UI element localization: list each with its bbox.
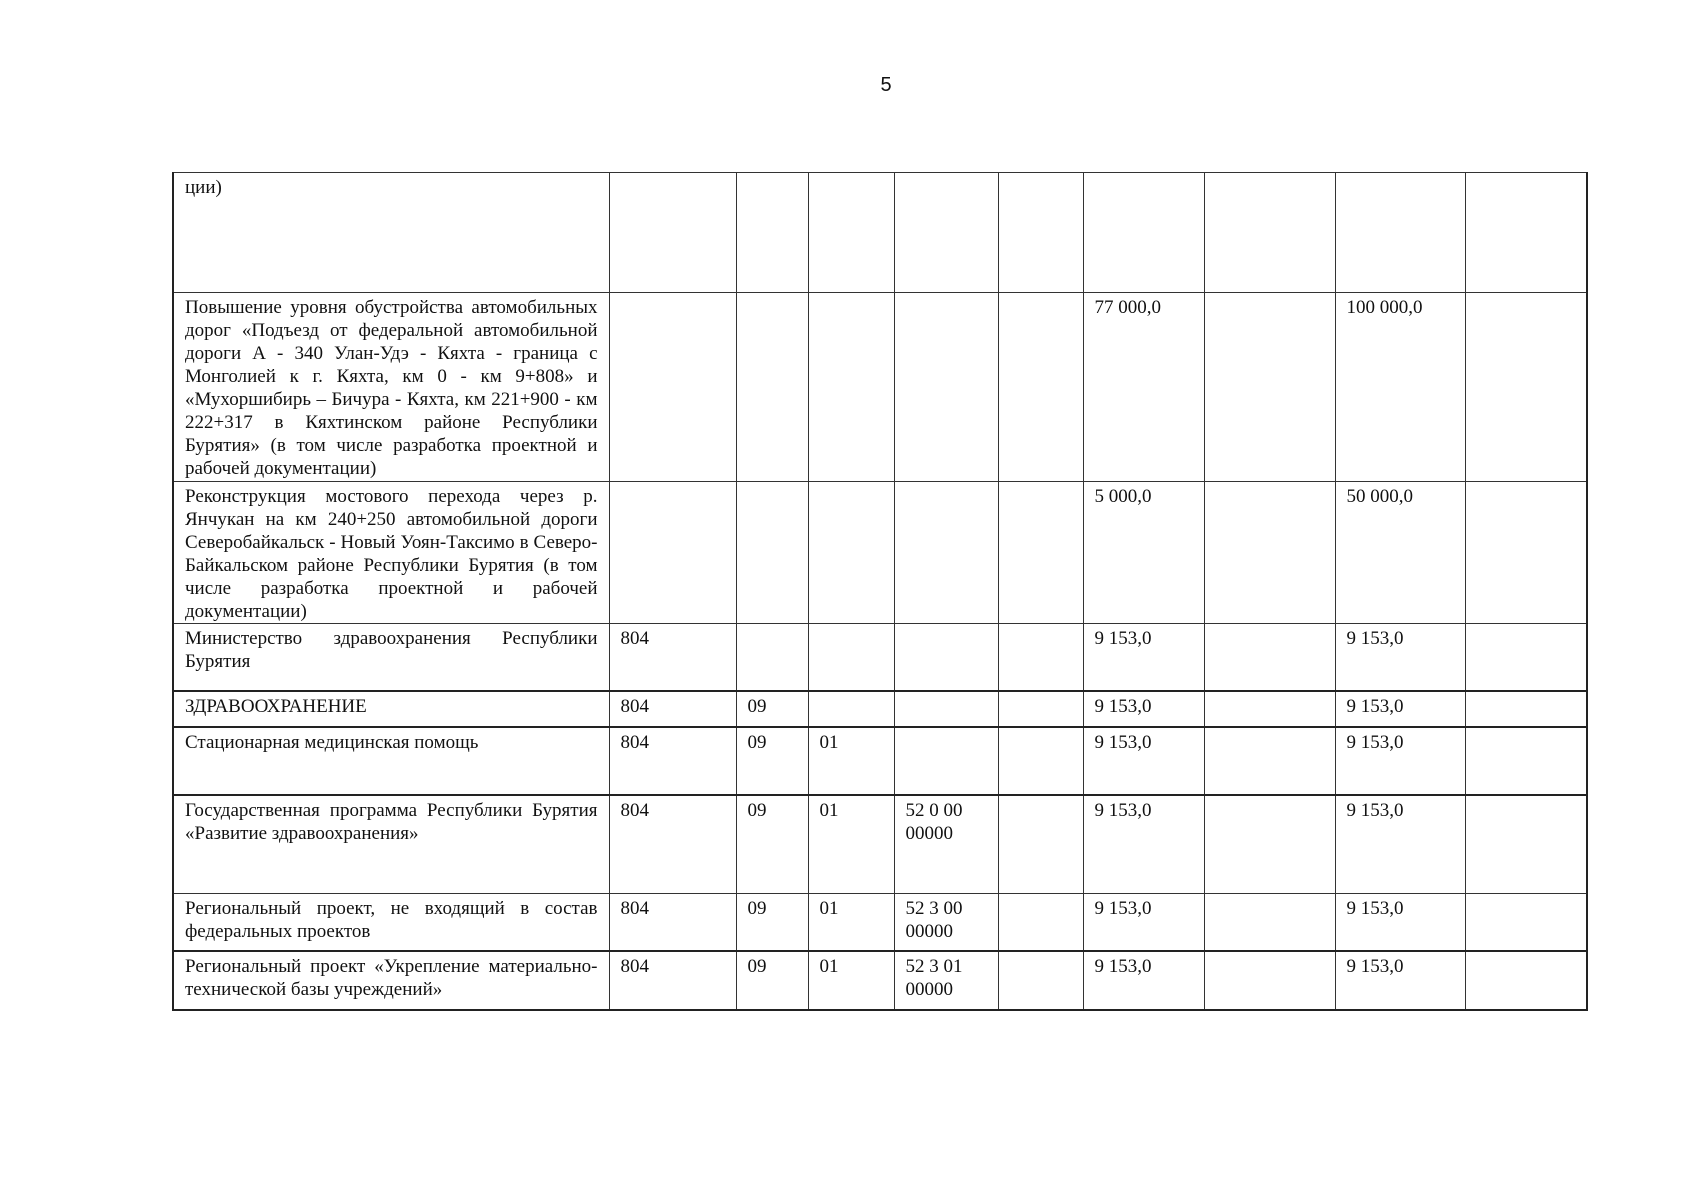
target-article-cell: 52 3 01 00000 [894,951,998,1010]
target-article-cell [894,482,998,624]
extra-cell-1 [1204,951,1335,1010]
amount-cell-1: 9 153,0 [1083,951,1204,1010]
page-number: 5 [880,74,892,96]
row-name-cell: Государственная программа Республики Бурятия «Развитие здравоохранения» [173,795,609,894]
grbs-cell [609,482,736,624]
section-cell [736,482,808,624]
row-name-cell: Реконструкция мостового перехода через р. Янчукан на км 240+250 автомобильной дороги Северобайкальск - Новый Уоян-Таксимо в Северо-Байкальском районе Республики Бурятия (в том числе разработка проектной и рабочей документации) [173,482,609,624]
amount-cell-2: 9 153,0 [1335,894,1465,951]
expense-type-cell [998,894,1083,951]
extra-cell-2 [1465,482,1587,624]
budget-table [172,172,1588,1011]
grbs-cell [609,293,736,482]
grbs-cell: 804 [609,795,736,894]
amount-cell-2: 100 000,0 [1335,293,1465,482]
extra-cell-1 [1204,482,1335,624]
grbs-cell [609,173,736,293]
amount-cell-1: 9 153,0 [1083,894,1204,951]
row-name-cell: Региональный проект, не входящий в состав федеральных проектов [173,894,609,951]
table-row [173,951,1587,1010]
extra-cell-2 [1465,173,1587,293]
extra-cell-2 [1465,293,1587,482]
row-name-cell: ции) [173,173,609,293]
expense-type-cell [998,691,1083,727]
table-row [173,624,1587,691]
extra-cell-1 [1204,894,1335,951]
section-cell [736,293,808,482]
amount-cell-1: 9 153,0 [1083,795,1204,894]
row-name-cell: ЗДРАВООХРАНЕНИЕ [173,691,609,727]
row-name-cell: Повышение уровня обустройства автомобильных дорог «Подъезд от федеральной автомобильной дороги А - 340 Улан-Удэ - Кяхта - граница с Монголией к г. Кяхта, км 0 - км 9+808» и «Мухоршибирь – Бичура - Кяхта, км 221+900 - км 222+317 в Кяхтинском районе Республики Бурятия» (в том числе разработка проектной и рабочей документации) [173,293,609,482]
expense-type-cell [998,173,1083,293]
extra-cell-1 [1204,691,1335,727]
grbs-cell: 804 [609,691,736,727]
subsection-cell: 01 [808,951,894,1010]
section-cell: 09 [736,691,808,727]
amount-cell-1: 5 000,0 [1083,482,1204,624]
amount-cell-1 [1083,173,1204,293]
grbs-cell: 804 [609,727,736,795]
table-row [173,691,1587,727]
target-article-cell [894,293,998,482]
extra-cell-2 [1465,691,1587,727]
extra-cell-1 [1204,293,1335,482]
amount-cell-2: 9 153,0 [1335,727,1465,795]
table-row [173,894,1587,951]
target-article-cell: 52 3 00 00000 [894,894,998,951]
subsection-cell [808,691,894,727]
target-article-cell [894,727,998,795]
grbs-cell: 804 [609,894,736,951]
extra-cell-2 [1465,624,1587,691]
subsection-cell: 01 [808,795,894,894]
amount-cell-2: 9 153,0 [1335,691,1465,727]
extra-cell-1 [1204,173,1335,293]
amount-cell-1: 9 153,0 [1083,624,1204,691]
amount-cell-1: 77 000,0 [1083,293,1204,482]
section-cell: 09 [736,951,808,1010]
section-cell: 09 [736,727,808,795]
table-row [173,795,1587,894]
extra-cell-1 [1204,624,1335,691]
amount-cell-2: 50 000,0 [1335,482,1465,624]
amount-cell-1: 9 153,0 [1083,691,1204,727]
target-article-cell [894,173,998,293]
row-name-cell: Министерство здравоохранения Республики Бурятия [173,624,609,691]
subsection-cell [808,482,894,624]
amount-cell-2: 9 153,0 [1335,795,1465,894]
extra-cell-2 [1465,795,1587,894]
extra-cell-2 [1465,727,1587,795]
subsection-cell [808,293,894,482]
expense-type-cell [998,293,1083,482]
expense-type-cell [998,951,1083,1010]
amount-cell-2: 9 153,0 [1335,624,1465,691]
row-name-cell: Стационарная медицинская помощь [173,727,609,795]
section-cell: 09 [736,795,808,894]
amount-cell-1: 9 153,0 [1083,727,1204,795]
extra-cell-1 [1204,727,1335,795]
table-row [173,173,1587,293]
amount-cell-2: 9 153,0 [1335,951,1465,1010]
extra-cell-2 [1465,951,1587,1010]
target-article-cell [894,691,998,727]
amount-cell-2 [1335,173,1465,293]
subsection-cell [808,624,894,691]
table-row [173,482,1587,624]
subsection-cell [808,173,894,293]
expense-type-cell [998,482,1083,624]
table-row [173,727,1587,795]
grbs-cell: 804 [609,951,736,1010]
expense-type-cell [998,795,1083,894]
subsection-cell: 01 [808,727,894,795]
section-cell [736,173,808,293]
table-row [173,293,1587,482]
expense-type-cell [998,624,1083,691]
row-name-cell: Региональный проект «Укрепление материально-технической базы учреждений» [173,951,609,1010]
target-article-cell: 52 0 00 00000 [894,795,998,894]
subsection-cell: 01 [808,894,894,951]
expense-type-cell [998,727,1083,795]
section-cell [736,624,808,691]
section-cell: 09 [736,894,808,951]
extra-cell-1 [1204,795,1335,894]
target-article-cell [894,624,998,691]
extra-cell-2 [1465,894,1587,951]
grbs-cell: 804 [609,624,736,691]
